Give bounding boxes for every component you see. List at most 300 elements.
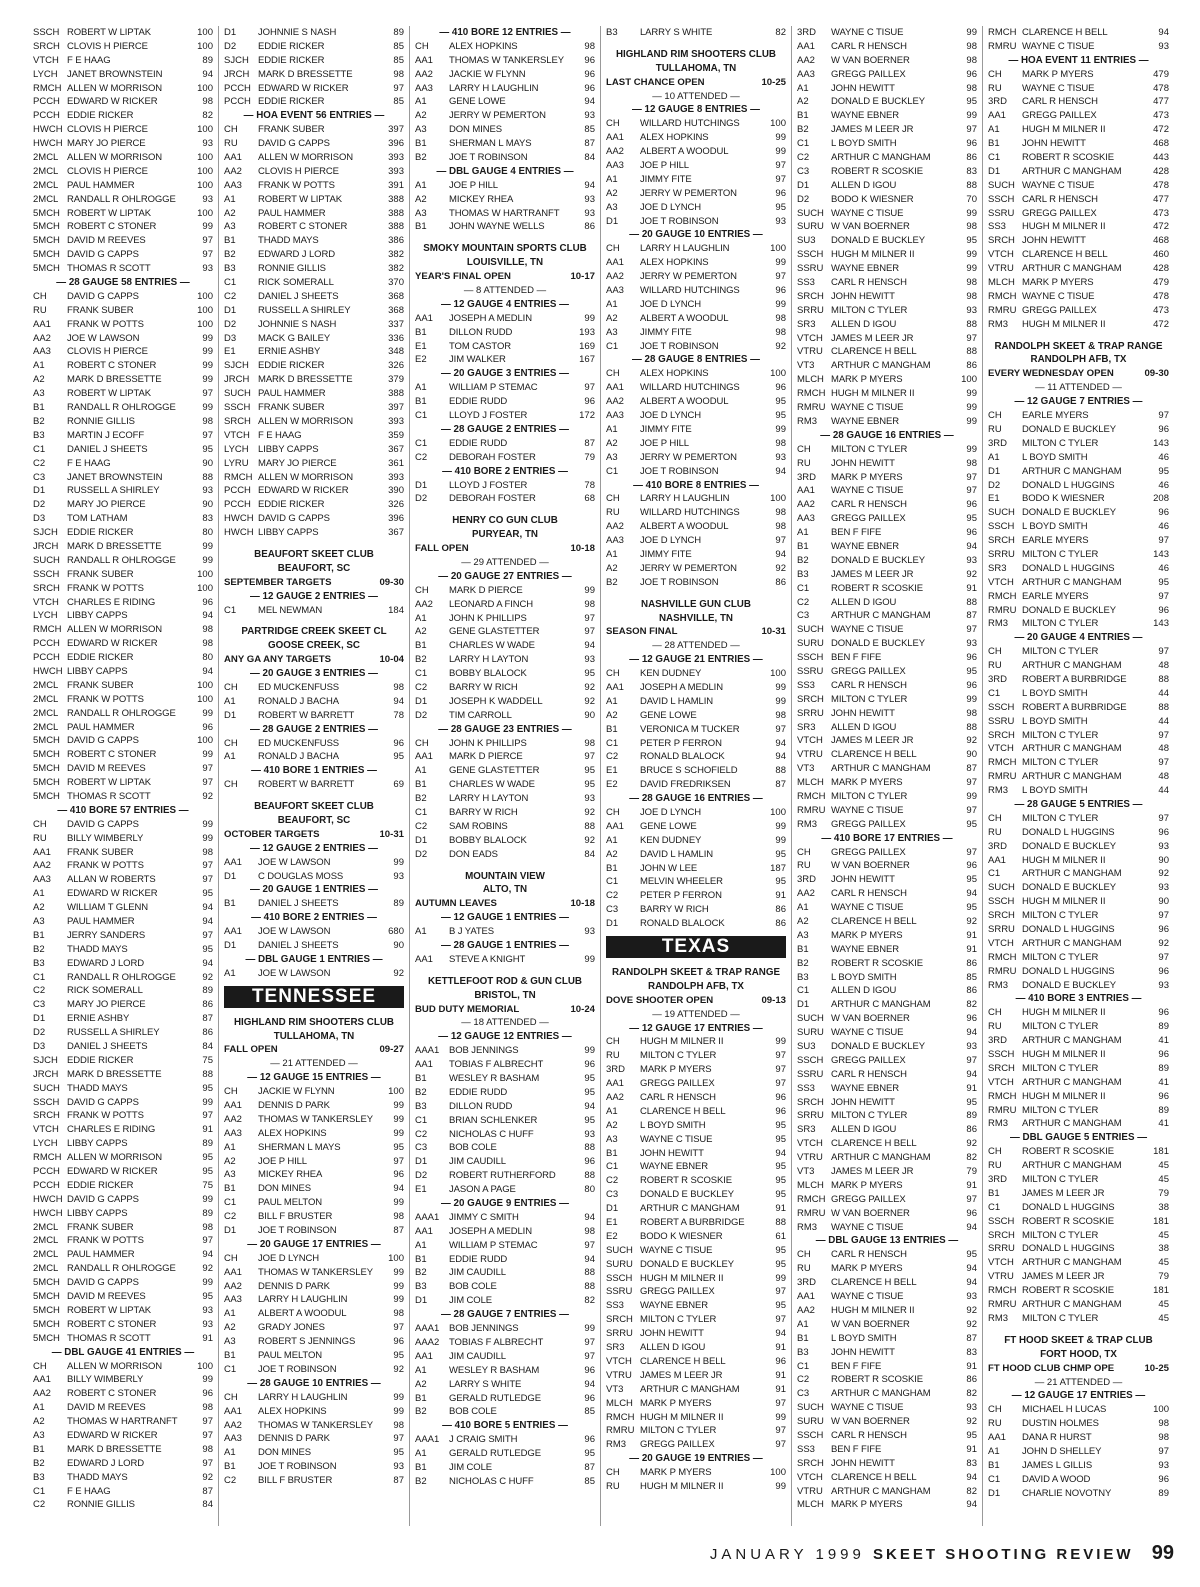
shoot-name: LAST CHANCE OPEN bbox=[606, 76, 705, 88]
result-row bbox=[415, 848, 595, 862]
class-code: C3 bbox=[797, 165, 810, 177]
class-code: C3 bbox=[33, 471, 46, 483]
shooter-name: DONALD E BUCKLEY bbox=[831, 638, 925, 650]
score: 86 bbox=[202, 999, 213, 1011]
result-row bbox=[606, 695, 786, 709]
result-row bbox=[33, 1026, 213, 1040]
score: 90 bbox=[966, 749, 977, 761]
shoot-date: 10-18 bbox=[570, 898, 595, 910]
result-row bbox=[988, 234, 1169, 248]
result-row bbox=[224, 897, 404, 911]
result-row bbox=[415, 340, 595, 354]
class-code: 3RD bbox=[988, 437, 1008, 449]
shooter-name: ALEX HOPKINS bbox=[640, 257, 709, 269]
class-code: D1 bbox=[415, 1295, 428, 1307]
result-row bbox=[415, 95, 595, 109]
class-code: VT3 bbox=[797, 763, 815, 775]
shooter-name: MARK P MYERS bbox=[1022, 277, 1094, 289]
shooter-name: GREGG PAILLEX bbox=[831, 513, 906, 525]
class-code: RU bbox=[988, 82, 1002, 94]
class-code: PCCH bbox=[33, 110, 60, 122]
class-code: AA3 bbox=[606, 410, 624, 422]
score: 472 bbox=[1153, 221, 1169, 233]
class-code: LYCH bbox=[33, 1138, 58, 1150]
score: 95 bbox=[584, 1073, 595, 1085]
shooter-name: GENE LOWE bbox=[640, 709, 697, 721]
score: 46 bbox=[1158, 451, 1169, 463]
score: 75 bbox=[202, 1054, 213, 1066]
shooter-name: ARTHUR C MANGHAM bbox=[1022, 1160, 1122, 1172]
class-code: C2 bbox=[224, 1475, 237, 1487]
score: 97 bbox=[966, 485, 977, 497]
shooter-name: CARL R HENSCH bbox=[831, 1249, 907, 1261]
score: 89 bbox=[202, 54, 213, 66]
class-code: SUCH bbox=[988, 507, 1015, 519]
class-code: AA2 bbox=[224, 1280, 242, 1292]
result-row bbox=[224, 40, 404, 54]
result-row bbox=[224, 1210, 404, 1224]
score: 96 bbox=[1158, 1090, 1169, 1102]
score: 86 bbox=[966, 985, 977, 997]
result-row bbox=[797, 290, 977, 304]
shooter-name: ED MUCKENFUSS bbox=[258, 737, 340, 749]
score: 89 bbox=[1158, 1487, 1169, 1499]
class-code: C1 bbox=[797, 582, 810, 594]
score: 94 bbox=[966, 1263, 977, 1275]
shooter-name: DENNIS D PARK bbox=[258, 1100, 330, 1112]
shooter-name: JIM CAUDILL bbox=[449, 1156, 506, 1168]
shooter-name: FRANK SUBER bbox=[258, 402, 325, 414]
result-row bbox=[797, 82, 977, 96]
class-code: AA3 bbox=[224, 1127, 242, 1139]
result-row bbox=[415, 1225, 595, 1239]
result-row bbox=[33, 457, 213, 471]
score: 388 bbox=[388, 388, 404, 400]
class-code: VTRU bbox=[797, 1152, 823, 1164]
class-code: D2 bbox=[224, 318, 237, 330]
class-code: A3 bbox=[606, 1133, 618, 1145]
score: 99 bbox=[775, 1272, 786, 1284]
score: 93 bbox=[966, 304, 977, 316]
result-row bbox=[797, 345, 977, 359]
result-row bbox=[224, 1182, 404, 1196]
result-row bbox=[415, 479, 595, 493]
result-row bbox=[415, 123, 595, 137]
score: 100 bbox=[770, 243, 786, 255]
result-row bbox=[797, 1151, 977, 1165]
class-code: RM3 bbox=[797, 818, 818, 830]
shooter-name: C DOUGLAS MOSS bbox=[258, 870, 344, 882]
score: 96 bbox=[775, 285, 786, 297]
result-row bbox=[33, 123, 213, 137]
score: 95 bbox=[393, 751, 404, 763]
shooter-name: FRANK SUBER bbox=[258, 124, 325, 136]
score: 100 bbox=[197, 582, 213, 594]
class-code: B2 bbox=[797, 957, 809, 969]
score: 96 bbox=[966, 138, 977, 150]
class-code: CH bbox=[988, 410, 1002, 422]
event-header: — DBL GAUGE 4 ENTRIES — bbox=[436, 165, 574, 177]
class-code: AA1 bbox=[606, 820, 624, 832]
score: 93 bbox=[202, 193, 213, 205]
result-row bbox=[606, 889, 786, 903]
shooter-name: BOB COLE bbox=[449, 1142, 497, 1154]
class-code: RU bbox=[988, 1418, 1002, 1430]
class-code: D2 bbox=[415, 1170, 428, 1182]
shooter-name: ALLEN D IGOU bbox=[831, 179, 897, 191]
result-row bbox=[797, 1137, 977, 1151]
shooter-name: BEN F FIFE bbox=[831, 652, 882, 664]
shooter-name: THOMAS W TANKERSLEY bbox=[258, 1419, 373, 1431]
shooter-name: ALLEN D IGOU bbox=[640, 1342, 706, 1354]
score: 89 bbox=[1158, 1021, 1169, 1033]
score: 99 bbox=[775, 1411, 786, 1423]
class-code: 3RD bbox=[988, 840, 1008, 852]
class-code: 5MCH bbox=[33, 790, 60, 802]
result-row bbox=[33, 1429, 213, 1443]
result-row bbox=[797, 207, 977, 221]
shooter-name: DAVID G CAPPS bbox=[258, 513, 330, 525]
result-row bbox=[415, 695, 595, 709]
shooter-name: JOHN W LEE bbox=[640, 862, 698, 874]
shooter-name: THADD MAYS bbox=[67, 1471, 128, 1483]
shooter-name: FRANK W POTTS bbox=[258, 179, 335, 191]
shooter-name: WAYNE EBNER bbox=[831, 415, 900, 427]
score: 393 bbox=[388, 415, 404, 427]
score: 98 bbox=[393, 1211, 404, 1223]
shooter-name: EDDIE RICKER bbox=[258, 54, 325, 66]
shooter-name: ALLEN W MORRISON bbox=[258, 152, 353, 164]
event-header: — 20 GAUGE 9 ENTRIES — bbox=[441, 1198, 569, 1210]
result-row bbox=[797, 721, 977, 735]
shooter-name: MACK G BAILEY bbox=[258, 332, 331, 344]
shooter-name: L BOYD SMITH bbox=[640, 1119, 706, 1131]
result-row bbox=[797, 540, 977, 554]
results-column bbox=[792, 26, 983, 1526]
class-code: CH bbox=[797, 1249, 811, 1261]
result-row bbox=[33, 762, 213, 776]
class-code: 3RD bbox=[797, 471, 817, 483]
shooter-name: JIMMY FITE bbox=[640, 326, 692, 338]
score: 95 bbox=[775, 201, 786, 213]
class-code: C2 bbox=[33, 1499, 46, 1511]
shooter-name: GENE GLASTETTER bbox=[449, 626, 540, 638]
result-row bbox=[33, 1415, 213, 1429]
class-code: 2MCL bbox=[33, 1235, 59, 1247]
class-code: D1 bbox=[988, 1487, 1001, 1499]
shooter-name: JOE D LYNCH bbox=[258, 1252, 320, 1264]
shooter-name: JOSEPH A MEDLIN bbox=[449, 1225, 532, 1237]
shooter-name: JOHN HEWITT bbox=[831, 874, 895, 886]
result-row bbox=[415, 750, 595, 764]
shooter-name: THOMAS W TANKERSLEY bbox=[449, 54, 564, 66]
score: 99 bbox=[966, 110, 977, 122]
score: 388 bbox=[388, 193, 404, 205]
class-code: B2 bbox=[415, 1406, 427, 1418]
class-code: B2 bbox=[33, 1457, 45, 1469]
score: 93 bbox=[966, 1402, 977, 1414]
class-code: AAA1 bbox=[415, 1045, 440, 1057]
event-header: — 410 BORE 1 ENTRIES — bbox=[251, 765, 377, 777]
score: 97 bbox=[202, 1416, 213, 1428]
score: 44 bbox=[1158, 687, 1169, 699]
score: 98 bbox=[1158, 1418, 1169, 1430]
class-code: PCCH bbox=[224, 82, 251, 94]
shooter-name: THOMAS R SCOTT bbox=[67, 790, 151, 802]
result-row bbox=[797, 332, 977, 346]
shooter-name: CLOVIS H PIERCE bbox=[258, 165, 339, 177]
class-code: D1 bbox=[415, 479, 428, 491]
result-row bbox=[224, 870, 404, 884]
result-row bbox=[988, 276, 1169, 290]
score: 95 bbox=[202, 1291, 213, 1303]
class-code: SJCH bbox=[33, 1054, 58, 1066]
result-row bbox=[988, 506, 1169, 520]
score: 87 bbox=[966, 763, 977, 775]
shooter-name: WAYNE C TISUE bbox=[1022, 290, 1095, 302]
result-row bbox=[415, 598, 595, 612]
score: 96 bbox=[1158, 604, 1169, 616]
shooter-name: EDDIE RUDD bbox=[449, 437, 508, 449]
shooter-name: JOHN WAYNE WELLS bbox=[449, 221, 545, 233]
result-row bbox=[224, 1335, 404, 1349]
class-code: VT3 bbox=[797, 360, 815, 372]
result-row bbox=[797, 26, 977, 40]
score: 92 bbox=[966, 916, 977, 927]
class-code: SJCH bbox=[224, 360, 249, 372]
score: 97 bbox=[966, 124, 977, 136]
score: 96 bbox=[1158, 965, 1169, 977]
class-code: D1 bbox=[224, 940, 237, 951]
shoot-name: SEPTEMBER TARGETS bbox=[224, 576, 332, 588]
result-row bbox=[797, 790, 977, 804]
shooter-name: MILTON C TYLER bbox=[1022, 1312, 1099, 1324]
shooter-name: MILTON C TYLER bbox=[1022, 1062, 1099, 1074]
class-code: C2 bbox=[33, 457, 46, 469]
shooter-name: MILTON C TYLER bbox=[1022, 437, 1099, 449]
result-row bbox=[415, 207, 595, 221]
shooter-name: BARRY W RICH bbox=[449, 806, 518, 818]
score: 91 bbox=[966, 1360, 977, 1372]
class-code: RMCH bbox=[606, 1411, 635, 1423]
class-code: AA1 bbox=[224, 1266, 242, 1278]
class-code: AA1 bbox=[415, 312, 433, 324]
shooter-name: STEVE A KNIGHT bbox=[449, 953, 526, 965]
shooter-name: W VAN BOERNER bbox=[831, 1207, 910, 1219]
score: 99 bbox=[775, 257, 786, 269]
class-code: A3 bbox=[224, 1336, 236, 1348]
score: 472 bbox=[1153, 124, 1169, 136]
score: 479 bbox=[1153, 68, 1169, 80]
result-row bbox=[33, 693, 213, 707]
score: 99 bbox=[393, 1127, 404, 1139]
class-code: D1 bbox=[33, 1013, 46, 1025]
class-code: AA1 bbox=[415, 1350, 433, 1362]
result-row bbox=[988, 520, 1169, 534]
shooter-name: ROBERT R SCOSKIE bbox=[1022, 1215, 1115, 1227]
class-code: RMCH bbox=[988, 1285, 1017, 1297]
class-code: PCCH bbox=[33, 638, 60, 650]
class-code: AA1 bbox=[415, 54, 433, 66]
class-code: SSCH bbox=[33, 27, 60, 38]
result-row bbox=[988, 1487, 1169, 1501]
score: 96 bbox=[1158, 423, 1169, 435]
result-row bbox=[988, 784, 1169, 798]
class-code: JRCH bbox=[224, 68, 250, 80]
result-row bbox=[606, 917, 786, 931]
shooter-name: MARTIN J ECOFF bbox=[67, 429, 145, 441]
score: 95 bbox=[966, 96, 977, 108]
result-row bbox=[33, 1234, 213, 1248]
score: 181 bbox=[1153, 1146, 1169, 1158]
score: 96 bbox=[966, 1207, 977, 1219]
club-heading: BEAUFORT SKEET CLUB bbox=[254, 801, 374, 813]
shooter-name: LARRY H LAUGHLIN bbox=[640, 493, 730, 505]
score: 98 bbox=[775, 521, 786, 533]
result-row bbox=[415, 1392, 595, 1406]
result-row bbox=[224, 925, 404, 939]
result-row bbox=[606, 667, 786, 681]
class-code: A2 bbox=[415, 193, 427, 205]
result-row bbox=[415, 1322, 595, 1336]
score: 85 bbox=[584, 124, 595, 136]
attendance-line: — 18 ATTENDED — bbox=[461, 1017, 549, 1029]
shooter-name: MARK D BRESSETTE bbox=[67, 1443, 162, 1455]
shooter-name: DONALD E BUCKLEY bbox=[640, 1258, 734, 1270]
class-code: SUCH bbox=[797, 1402, 824, 1414]
class-code: RM3 bbox=[988, 318, 1009, 330]
score: 93 bbox=[202, 138, 213, 150]
result-row bbox=[415, 709, 595, 723]
class-code: SS3 bbox=[797, 277, 815, 289]
class-code: AA1 bbox=[606, 132, 624, 144]
result-row bbox=[797, 887, 977, 901]
score: 99 bbox=[775, 820, 786, 832]
shooter-name: SHERMAN L MAYS bbox=[449, 138, 532, 150]
shooter-name: JIMMY C SMITH bbox=[449, 1211, 519, 1223]
shooter-name: LARRY H LAUGHLIN bbox=[449, 82, 539, 94]
score: 69 bbox=[393, 779, 404, 791]
result-row bbox=[988, 548, 1169, 562]
attendance-line: — 29 ATTENDED — bbox=[461, 556, 549, 568]
class-code: AA1 bbox=[224, 1100, 242, 1112]
result-row bbox=[606, 1133, 786, 1147]
score: 86 bbox=[966, 1124, 977, 1136]
class-code: CH bbox=[988, 1007, 1002, 1019]
shoot-name: BUD DUTY MEMORIAL bbox=[415, 1003, 520, 1015]
score: 97 bbox=[775, 1050, 786, 1062]
class-code: VTCH bbox=[606, 1355, 632, 1367]
score: 100 bbox=[197, 82, 213, 94]
shooter-name: HUGH M MILNER II bbox=[1022, 221, 1106, 233]
shooter-name: MARK D BRESSETTE bbox=[258, 68, 353, 80]
score: 88 bbox=[966, 318, 977, 330]
result-row bbox=[33, 651, 213, 665]
score: 86 bbox=[966, 957, 977, 969]
score: 94 bbox=[966, 1068, 977, 1080]
event-header: — 12 GAUGE 17 ENTRIES — bbox=[629, 1022, 763, 1034]
class-code: AA1 bbox=[224, 152, 242, 164]
shoot-heading bbox=[415, 1003, 595, 1017]
shooter-name: CLARENCE H BELL bbox=[1022, 249, 1108, 261]
class-code: AA2 bbox=[415, 598, 433, 610]
score: 96 bbox=[202, 596, 213, 608]
shooter-name: DAVID G CAPPS bbox=[67, 1096, 139, 1108]
shooter-name: RICK SOMERALL bbox=[258, 277, 334, 289]
score: 97 bbox=[393, 82, 404, 94]
score: 98 bbox=[966, 54, 977, 66]
class-code: SSCH bbox=[797, 1429, 824, 1441]
shooter-name: W VAN BOERNER bbox=[831, 1013, 910, 1025]
class-code: 2MCL bbox=[33, 165, 59, 177]
score: 92 bbox=[966, 1304, 977, 1316]
result-row bbox=[224, 401, 404, 415]
score: 99 bbox=[202, 332, 213, 344]
class-code: B1 bbox=[415, 221, 427, 233]
class-code: 2MCL bbox=[33, 679, 59, 691]
score: 99 bbox=[393, 1280, 404, 1292]
attendance-line: — 10 ATTENDED — bbox=[652, 90, 740, 102]
score: 99 bbox=[202, 360, 213, 372]
score: 89 bbox=[1158, 1062, 1169, 1074]
shooter-name: ALLEN D IGOU bbox=[831, 596, 897, 608]
shoot-heading bbox=[415, 897, 595, 911]
shooter-name: PETER P FERRON bbox=[640, 890, 722, 902]
club-heading: HIGHLAND RIM SHOOTERS CLUB bbox=[233, 1016, 394, 1028]
score: 93 bbox=[775, 451, 786, 463]
shooter-name: WAYNE EBNER bbox=[831, 1082, 900, 1094]
score: 98 bbox=[202, 638, 213, 650]
score: 89 bbox=[202, 1138, 213, 1150]
shooter-name: ROBERT W LIPTAK bbox=[258, 193, 343, 205]
result-row bbox=[606, 1188, 786, 1202]
shooter-name: HUGH M MILNER II bbox=[1022, 124, 1106, 136]
class-code: SRCH bbox=[988, 535, 1015, 547]
shooter-name: BEN F FIFE bbox=[831, 1443, 882, 1455]
result-row bbox=[797, 1346, 977, 1360]
score: 99 bbox=[202, 554, 213, 566]
class-code: C1 bbox=[606, 737, 619, 749]
score: 359 bbox=[388, 429, 404, 441]
result-row bbox=[606, 187, 786, 201]
class-code: A1 bbox=[33, 1402, 45, 1414]
shooter-name: MILTON C TYLER bbox=[831, 304, 908, 316]
class-code: LYCH bbox=[33, 610, 58, 622]
class-code: B2 bbox=[606, 576, 618, 588]
score: 94 bbox=[202, 902, 213, 914]
shooter-name: ALBERT A WOODUL bbox=[640, 312, 729, 324]
class-code: AA1 bbox=[33, 846, 51, 858]
shooter-name: MILTON C TYLER bbox=[1022, 1021, 1099, 1033]
shoot-date: 10-25 bbox=[1144, 1362, 1169, 1374]
shooter-name: CHARLES W WADE bbox=[449, 640, 535, 652]
result-row bbox=[797, 498, 977, 512]
shooter-name: DONALD L HUGGINS bbox=[1022, 1201, 1115, 1213]
class-code: 2MCL bbox=[33, 1221, 59, 1233]
result-row bbox=[988, 1104, 1169, 1118]
score: 82 bbox=[584, 1295, 595, 1307]
shooter-name: ROBERT R SCOSKIE bbox=[640, 1175, 733, 1187]
result-row bbox=[797, 512, 977, 526]
result-row bbox=[224, 54, 404, 68]
result-row bbox=[33, 26, 213, 40]
shoot-heading bbox=[224, 653, 404, 667]
class-code: AA3 bbox=[415, 82, 433, 94]
score: 87 bbox=[202, 1485, 213, 1497]
score: 38 bbox=[1158, 1201, 1169, 1213]
class-code: B1 bbox=[606, 862, 618, 874]
score: 100 bbox=[961, 374, 977, 386]
